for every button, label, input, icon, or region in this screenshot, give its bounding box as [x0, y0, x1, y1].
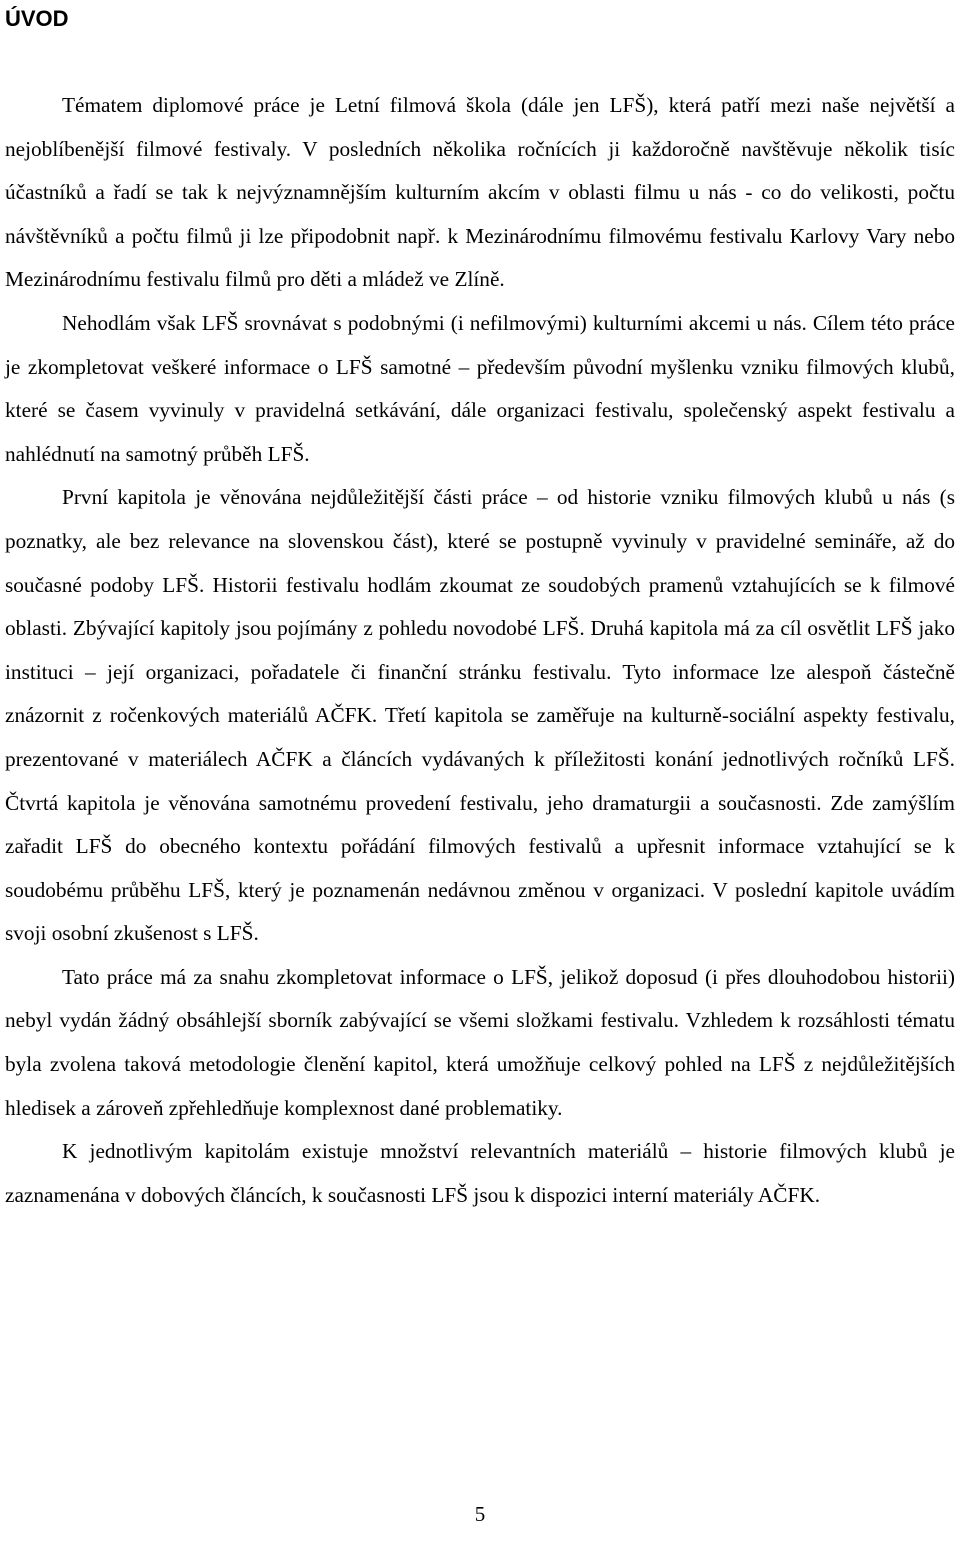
- paragraph-chapters-overview: První kapitola je věnována nejdůležitější části práce – od historie vzniku filmových klubů u nás (s poznatky, ale bez relevance na slovenskou část), které se postupně vyvinuly v pravidelné semináře, až do současné podoby LFŠ. Historii festivalu hodlám zkoumat ze soudobých pramenů vztahujících se k filmové oblasti. Zbývající kapitoly jsou pojímány z pohledu novodobé LFŠ. Druhá kapitola má za cíl osvětlit LFŠ jako instituci – její organizaci, pořadatele či finanční stránku festivalu. Tyto informace lze alespoň částečně znázornit z ročenkových materiálů AČFK. Třetí kapitola se zaměřuje na kulturně-sociální aspekty festivalu, prezentované v materiálech AČFK a článcích vydávaných k příležitosti konání jednotlivých ročníků LFŠ. Čtvrtá kapitola je věnována samotnému provedení festivalu, jeho dramaturgii a současnosti. Zde zamýšlím zařadit LFŠ do obecného kontextu pořádání filmových festivalů a upřesnit informace vztahující se k soudobému průběhu LFŠ, který je poznamenán nedávnou změnou v organizaci. V poslední kapitole uvádím svoji osobní zkušenost s LFŠ.: [5, 485, 955, 946]
- paragraph-aim: Nehodlám však LFŠ srovnávat s podobnými (i nefilmovými) kulturními akcemi u nás. Cílem této práce je zkompletovat veškeré informace o LFŠ samotné – především původní myšlenku vzniku filmových klubů, které se časem vyvinuly v pravidelná setkávání, dále organizaci festivalu, společenský aspekt festivalu a nahlédnutí na samotný průběh LFŠ.: [5, 310, 955, 466]
- paragraph-sources: K jednotlivým kapitolám existuje množství relevantních materiálů – historie filmových klubů je zaznamenána v dobových článcích, k současnosti LFŠ jsou k dispozici interní materiály AČFK.: [5, 1139, 955, 1207]
- page-number: 5: [474, 1502, 486, 1526]
- paragraph-introduction: Tématem diplomové práce je Letní filmová škola (dále jen LFŠ), která patří mezi naše největší a nejoblíbenější filmové festivaly. V posledních několika ročnících ji každoročně navštěvuje několik tisíc účastníků a řadí se tak k nejvýznamnějším kulturním akcím v oblasti filmu u nás - co do velikosti, počtu návštěvníků a počtu filmů ji lze připodobnit např. k Mezinárodnímu filmovému festivalu Karlovy Vary nebo Mezinárodnímu festivalu filmů pro děti a mládež ve Zlíně.: [5, 93, 955, 292]
- section-heading: ÚVOD: [5, 6, 69, 31]
- body-text: [5, 84, 955, 1217]
- paragraph-methodology: Tato práce má za snahu zkompletovat informace o LFŠ, jelikož doposud (i přes dlouhodobou historii) nebyl vydán žádný obsáhlejší sborník zabývající se všemi složkami festivalu. Vzhledem k rozsáhlosti tématu byla zvolena taková metodologie členění kapitol, která umožňuje celkový pohled na LFŠ z nejdůležitějších hledisek a zároveň zpřehledňuje komplexnost dané problematiky.: [5, 964, 955, 1120]
